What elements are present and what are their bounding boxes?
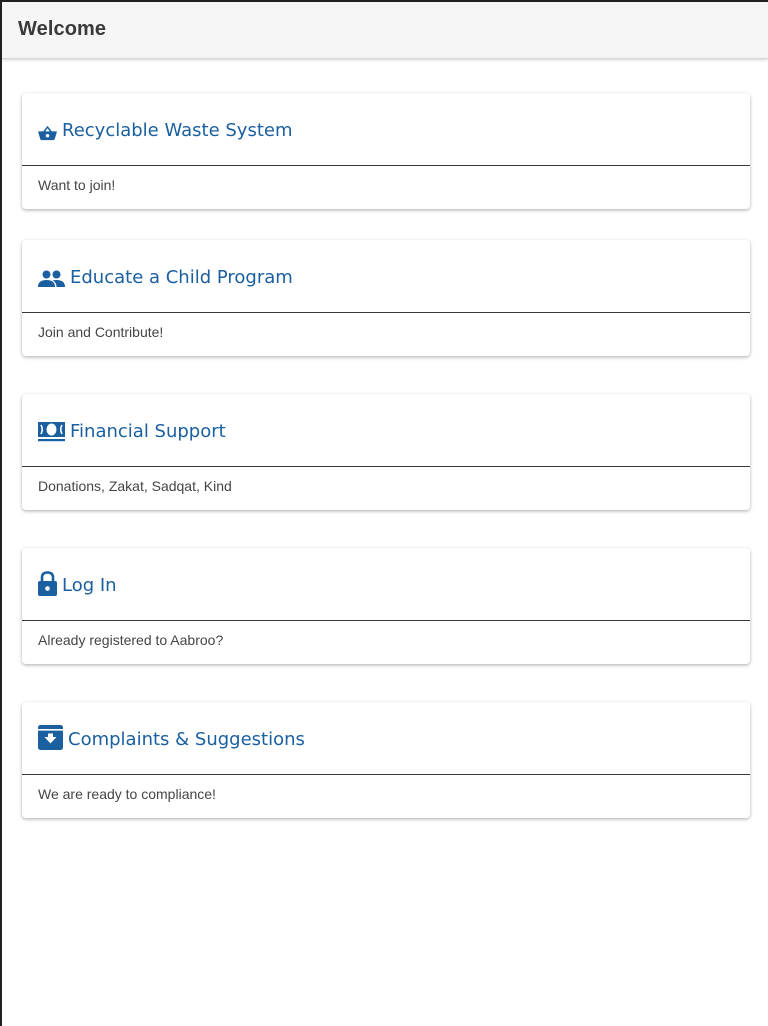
card-title [38,571,117,596]
archive-icon [38,725,63,750]
card-header [22,394,750,467]
card-subtitle: Want to join! [38,177,116,193]
card-header [22,93,750,166]
card-title [38,421,226,442]
card-title [38,120,293,141]
card-subtitle: Donations, Zakat, Sadqat, Kind [38,478,232,494]
card-title-text: Recyclable Waste System [62,120,293,141]
card-header [22,702,750,775]
card-subtitle: Already registered to Aabroo? [38,632,224,648]
lock-icon [38,571,57,596]
card-log-in[interactable] [22,548,750,664]
card-financial-support[interactable] [22,394,750,510]
page-title: Welcome [18,18,107,40]
card-header [22,548,750,621]
card-title [38,725,305,750]
card-subtitle: We are ready to compliance! [38,786,216,802]
card-title-text: Log In [62,575,117,596]
card-educate-child[interactable] [22,240,750,356]
card-subtitle: Join and Contribute! [38,324,164,340]
people-icon [38,270,65,288]
card-recyclable-waste[interactable] [22,93,750,209]
card-header [22,240,750,313]
card-title-text: Financial Support [70,421,226,442]
card-title [38,267,293,288]
card-title-text: Educate a Child Program [70,267,293,288]
cash-icon [38,422,65,442]
toolbar [2,2,768,59]
card-complaints-suggestions[interactable] [22,702,750,818]
basket-icon [38,125,57,141]
card-title-text: Complaints & Suggestions [68,729,305,750]
